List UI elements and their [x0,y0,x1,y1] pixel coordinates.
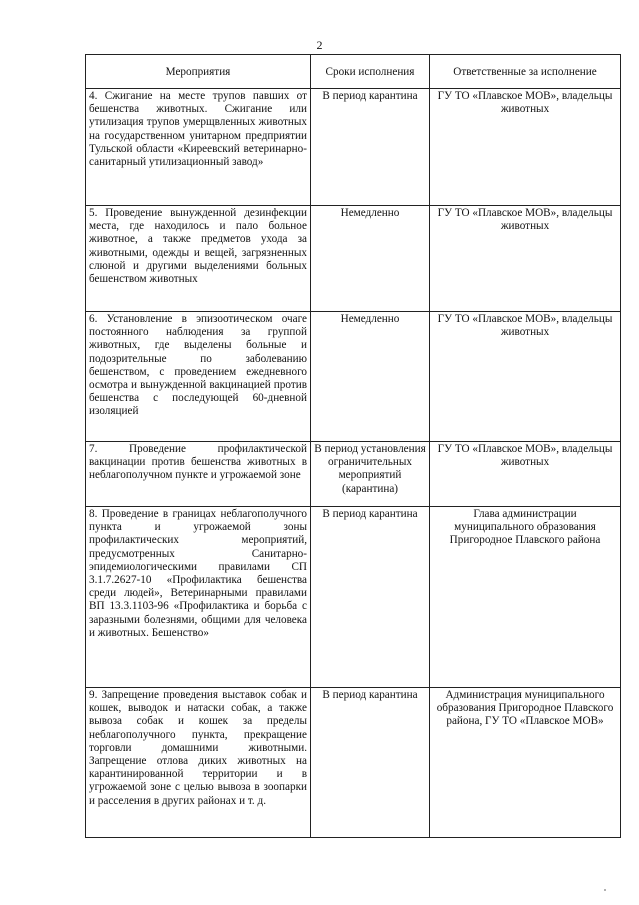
responsible-cell: ГУ ТО «Плавское МОВ», владельцы животных [430,442,621,507]
measure-cell: 4. Сжигание на месте трупов павших от бешенства животных. Сжигание или утилизация трупов умерщвленных животных на государственном унитарном предприятии Тульской области «Киреевский ветеринарно-санитарный утилизационный завод» [86,89,311,206]
header-responsible: Ответственные за исполнение [430,55,621,89]
measure-cell: 6. Установление в эпизоотическом очаге постоянного наблюдения за группой животных, где выделены больные и подозрительные по заболеванию бешенством, с проведением ежедневного осмотра и вынужденной вакцинацией против бешенства с последующей 60-дневной изоляцией [86,312,311,442]
header-terms: Сроки исполнения [311,55,430,89]
term-cell: Немедленно [311,312,430,442]
measure-cell: 7. Проведение профилактической вакцинации против бешенства животных в неблагополучном пункте и угрожаемой зоне [86,442,311,507]
measures-table [85,54,621,838]
table-row [86,688,621,838]
term-cell: Немедленно [311,206,430,312]
responsible-cell: ГУ ТО «Плавское МОВ», владельцы животных [430,206,621,312]
table-row [86,89,621,206]
term-cell: В период карантина [311,89,430,206]
table-header [86,55,621,89]
scan-speck [604,889,606,891]
measure-cell: 9. Запрещение проведения выставок собак и кошек, выводок и натаски собак, а также вывоза собак и кошек за пределы неблагополучного пункта, прекращение торговли домашними животными. Запрещение отлова диких животных на карантинированной территории и в угрожаемой зоне с целью вывоза в зоопарки и расселения в других районах и т. д. [86,688,311,838]
header-measures: Мероприятия [86,55,311,89]
page-number: 2 [316,38,323,52]
table-row [86,507,621,688]
responsible-cell: Администрация муниципального образования Пригородное Плавского района, ГУ ТО «Плавское МОВ» [430,688,621,838]
term-cell: В период установления ограничительных мероприятий (карантина) [311,442,430,507]
term-cell: В период карантина [311,507,430,688]
term-cell: В период карантина [311,688,430,838]
measure-cell: 8. Проведение в границах неблагополучного пункта и угрожаемой зоны профилактических мероприятий, предусмотренных Санитарно-эпидемиологическими правилами СП 3.1.7.2627-10 «Профилактика бешенства среди людей», Ветеринарными правилами ВП 13.3.1103-96 «Профилактика и борьба с заразными болезнями, общими для человека и животных. Бешенство» [86,507,311,688]
header-row [86,55,621,89]
table-row [86,442,621,507]
table-row [86,312,621,442]
responsible-cell: Глава администрации муниципального образования Пригородное Плавского района [430,507,621,688]
responsible-cell: ГУ ТО «Плавское МОВ», владельцы животных [430,89,621,206]
table-row [86,206,621,312]
measure-cell: 5. Проведение вынужденной дезинфекции места, где находилось и пало больное животное, а также предметов ухода за животными, одежды и вещей, загрязненных слюной и другими выделениями больных бешенством животных [86,206,311,312]
responsible-cell: ГУ ТО «Плавское МОВ», владельцы животных [430,312,621,442]
